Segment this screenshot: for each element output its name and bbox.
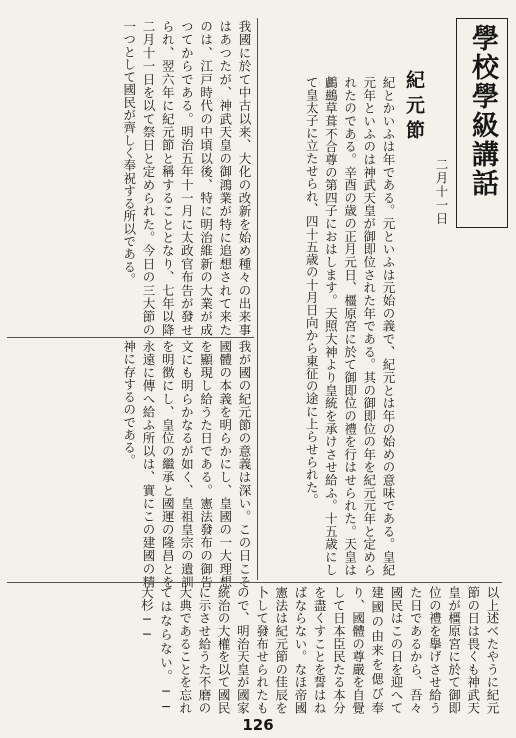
series-title: 學校學級講話 xyxy=(467,24,498,198)
column-divider-horizontal-2 xyxy=(7,582,502,583)
column-divider-vertical xyxy=(257,18,258,580)
body-column-3: 我が國の紀元節の意義は深い。この日こそ國體の本義を明らかにし、皇國の一大理想を顯現し給うた日である。憲法發布の御告文にも明らかなるが如く、皇祖皇宗の遺訓を明徴にし、皇位の繼承と國運の隆昌とを永遠に傳へ給ふ所以は、實にこの建國の精神に存するのである。 xyxy=(121,340,252,588)
article-date: 二月十一日 xyxy=(434,158,449,226)
article-title: 紀元節 xyxy=(403,70,425,145)
body-column-2: 我國に於て中古以来、大化の改新を始め種々の出来事はあつたが、神武天皇の御鴻業が特に追想されて来たのは、江戸時代の中頃以後、特に明治維新の大業が成つてからである。明治五年十一月に太政官布告が發せられ、翌六年に紀元節と稱することとなり、七年以降二月十一日を以て祭日と定められた。今日の三大節の一つとして國民が齊しく奉祝する所以である。 xyxy=(121,20,252,336)
column-divider-horizontal-1 xyxy=(7,337,254,338)
page-number: 126 xyxy=(242,716,274,734)
body-column-4: 以上述べたやうに紀元節の日は畏くも神武天皇が橿原宮に於て御即位の禮を擧げさせ給うた日であるから、吾々國民はこの日を迎へて建國の由来を偲び奉り、國體の尊嚴を自覺して日本臣民たる本分を盡くすことを誓はねばならない。なほ帝國憲法は紀元節の佳辰を卜して發布せられたもので、明治天皇が國家統治の大權を以て國民に示させ給うた不磨の大典であることを忘れてはならない。──大杉── xyxy=(139,586,500,714)
body-column-1: 紀とかいふは年である。元といふは元始の義で、紀元とは年の始めの意味である。皇紀元年といふのは神武天皇が御即位された年である。其の御即位の年を紀元元年と定められたのである。辛酉の歳の正月元日、橿原宮に於て御即位の禮を行はせられた。天皇は鸕鷀草葺不合尊の第四子におはします。天照大神より皇統を承けさせ給ふ。十五歳にして皇太子に立たせられ、四十五歳の十月日向から東征の途に上らせられた。 xyxy=(304,76,396,576)
